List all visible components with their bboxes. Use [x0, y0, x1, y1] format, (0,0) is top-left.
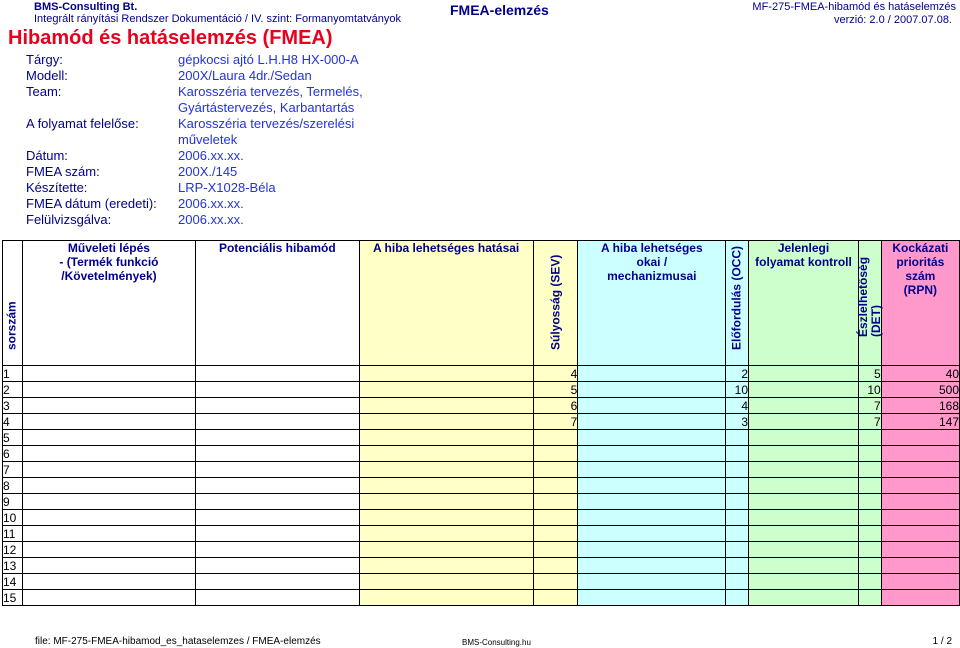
cell-step[interactable] — [22, 510, 195, 526]
table-row — [3, 510, 960, 526]
cell-rpn[interactable] — [881, 574, 959, 590]
cell-occurrence[interactable] — [726, 558, 749, 574]
info-value-subject: gépkocsi ajtó L.H.H8 HX-000-A — [178, 52, 359, 67]
cell-severity[interactable]: 6 — [533, 398, 578, 414]
cell-failure-mode[interactable] — [196, 382, 360, 398]
cell-rpn[interactable] — [881, 446, 959, 462]
sheet-title: FMEA-elemzés — [450, 2, 549, 18]
cell-current-control[interactable] — [749, 510, 859, 526]
cell-step[interactable] — [22, 414, 195, 430]
cell-step[interactable] — [22, 366, 195, 382]
cell-rpn[interactable] — [881, 590, 959, 606]
cell-occurrence[interactable] — [726, 510, 749, 526]
cell-current-control[interactable] — [749, 382, 859, 398]
row-number[interactable]: 9 — [3, 494, 23, 510]
footer-file-name: file: MF-275-FMEA-hibamod_es_hataselemzes / FMEA-elemzés — [35, 636, 321, 647]
row-number[interactable]: 1 — [3, 366, 23, 382]
table-row — [3, 478, 960, 494]
table-row — [3, 430, 960, 446]
cell-failure-mode[interactable] — [196, 526, 360, 542]
header-step: Műveleti lépés - (Termék funkció /Követelmények) — [22, 241, 195, 366]
cell-severity[interactable] — [533, 494, 578, 510]
cell-step[interactable] — [22, 494, 195, 510]
cell-occurrence[interactable] — [726, 590, 749, 606]
cell-effects[interactable] — [359, 446, 533, 462]
page-current: 1 — [932, 636, 939, 647]
cell-step[interactable] — [22, 526, 195, 542]
cell-severity[interactable] — [533, 590, 578, 606]
cell-causes[interactable] — [578, 526, 726, 542]
cell-detection[interactable] — [858, 590, 881, 606]
page-title: Hibamód és hatáselemzés (FMEA) — [8, 27, 333, 49]
info-label-prepared-by: Készítette: — [26, 180, 88, 195]
cell-rpn[interactable] — [881, 430, 959, 446]
fmea-table — [2, 240, 960, 606]
row-number[interactable]: 5 — [3, 430, 23, 446]
header-failure-mode: Potenciális hibamód — [196, 241, 360, 366]
cell-detection[interactable] — [858, 478, 881, 494]
cell-severity[interactable] — [533, 430, 578, 446]
cell-failure-mode[interactable] — [196, 574, 360, 590]
header-effects: A hiba lehetséges hatásai — [359, 241, 533, 366]
cell-occurrence[interactable] — [726, 478, 749, 494]
table-row — [3, 382, 960, 398]
cell-step[interactable] — [22, 542, 195, 558]
row-number[interactable]: 10 — [3, 510, 23, 526]
cell-effects[interactable] — [359, 414, 533, 430]
cell-detection[interactable]: 10 — [858, 382, 881, 398]
cell-failure-mode[interactable] — [196, 462, 360, 478]
cell-effects[interactable] — [359, 494, 533, 510]
cell-causes[interactable] — [578, 558, 726, 574]
cell-severity[interactable]: 7 — [533, 414, 578, 430]
cell-current-control[interactable] — [749, 398, 859, 414]
info-value-team-cont: Gyártástervezés, Karbantartás — [178, 100, 355, 115]
document-id: MF-275-FMEA-hibamód és hatáselemzés — [752, 1, 956, 13]
cell-causes[interactable] — [578, 446, 726, 462]
cell-severity[interactable]: 5 — [533, 382, 578, 398]
cell-failure-mode[interactable] — [196, 446, 360, 462]
cell-occurrence[interactable] — [726, 430, 749, 446]
cell-failure-mode[interactable] — [196, 398, 360, 414]
cell-failure-mode[interactable] — [196, 430, 360, 446]
cell-occurrence[interactable]: 10 — [726, 382, 749, 398]
cell-effects[interactable] — [359, 462, 533, 478]
cell-effects[interactable] — [359, 510, 533, 526]
cell-severity[interactable] — [533, 478, 578, 494]
info-value-reviewed: 2006.xx.xx. — [178, 212, 244, 227]
cell-severity[interactable] — [533, 542, 578, 558]
cell-detection[interactable] — [858, 430, 881, 446]
cell-step[interactable] — [22, 478, 195, 494]
cell-rpn[interactable] — [881, 494, 959, 510]
cell-step[interactable] — [22, 462, 195, 478]
cell-step[interactable] — [22, 382, 195, 398]
cell-rpn[interactable] — [881, 526, 959, 542]
cell-failure-mode[interactable] — [196, 510, 360, 526]
info-label-team: Team: — [26, 84, 62, 99]
cell-detection[interactable] — [858, 494, 881, 510]
cell-step[interactable] — [22, 446, 195, 462]
row-number[interactable]: 7 — [3, 462, 23, 478]
cell-current-control[interactable] — [749, 526, 859, 542]
footer-website: BMS-Consulting.hu — [462, 638, 531, 647]
cell-effects[interactable] — [359, 478, 533, 494]
cell-current-control[interactable] — [749, 414, 859, 430]
table-header-row — [3, 241, 960, 366]
cell-causes[interactable] — [578, 590, 726, 606]
header-detection: Észlelhetőség (DET) — [858, 241, 881, 366]
cell-failure-mode[interactable] — [196, 494, 360, 510]
cell-current-control[interactable] — [749, 430, 859, 446]
table-row — [3, 590, 960, 606]
cell-failure-mode[interactable] — [196, 590, 360, 606]
cell-detection[interactable] — [858, 446, 881, 462]
cell-rpn[interactable] — [881, 478, 959, 494]
info-label-original-date: FMEA dátum (eredeti): — [26, 196, 157, 211]
cell-detection[interactable] — [858, 510, 881, 526]
cell-effects[interactable] — [359, 558, 533, 574]
info-label-owner: A folyamat felelőse: — [26, 116, 139, 131]
cell-causes[interactable] — [578, 414, 726, 430]
company-name: BMS-Consulting Bt. — [34, 1, 138, 13]
row-number[interactable]: 11 — [3, 526, 23, 542]
cell-detection[interactable] — [858, 558, 881, 574]
cell-detection[interactable] — [858, 574, 881, 590]
table-row — [3, 494, 960, 510]
page-total: 2 — [946, 636, 952, 647]
cell-causes[interactable] — [578, 478, 726, 494]
cell-severity[interactable]: 4 — [533, 366, 578, 382]
cell-rpn[interactable] — [881, 558, 959, 574]
cell-causes[interactable] — [578, 574, 726, 590]
table-row — [3, 574, 960, 590]
cell-occurrence[interactable]: 2 — [726, 366, 749, 382]
document-version: verzió: 2.0 / 2007.07.08. — [833, 14, 952, 26]
info-label-date: Dátum: — [26, 148, 68, 163]
row-number[interactable]: 2 — [3, 382, 23, 398]
cell-step[interactable] — [22, 590, 195, 606]
cell-effects[interactable] — [359, 574, 533, 590]
cell-current-control[interactable] — [749, 542, 859, 558]
cell-causes[interactable] — [578, 430, 726, 446]
info-value-date: 2006.xx.xx. — [178, 148, 244, 163]
header-sorszam: sorszám — [3, 241, 23, 366]
cell-rpn[interactable]: 500 — [881, 382, 959, 398]
header-current-control: Jelenlegi folyamat kontroll — [749, 241, 859, 366]
table-row — [3, 462, 960, 478]
info-label-subject: Tárgy: — [26, 52, 63, 67]
cell-failure-mode[interactable] — [196, 414, 360, 430]
info-value-owner-cont: műveletek — [178, 132, 238, 147]
cell-current-control[interactable] — [749, 494, 859, 510]
cell-failure-mode[interactable] — [196, 366, 360, 382]
cell-step[interactable] — [22, 558, 195, 574]
cell-severity[interactable] — [533, 558, 578, 574]
cell-detection[interactable] — [858, 542, 881, 558]
cell-failure-mode[interactable] — [196, 558, 360, 574]
info-label-fmea-number: FMEA szám: — [26, 164, 100, 179]
cell-current-control[interactable] — [749, 590, 859, 606]
header-occurrence: Előfordulás (OCC) — [726, 241, 749, 366]
cell-effects[interactable] — [359, 542, 533, 558]
cell-current-control[interactable] — [749, 366, 859, 382]
cell-rpn[interactable] — [881, 462, 959, 478]
cell-effects[interactable] — [359, 382, 533, 398]
table-row — [3, 446, 960, 462]
row-number[interactable]: 13 — [3, 558, 23, 574]
cell-step[interactable] — [22, 398, 195, 414]
row-number[interactable]: 4 — [3, 414, 23, 430]
table-row — [3, 366, 960, 382]
table-row — [3, 398, 960, 414]
table-row — [3, 542, 960, 558]
cell-causes[interactable] — [578, 462, 726, 478]
info-value-original-date: 2006.xx.xx. — [178, 196, 244, 211]
cell-detection[interactable]: 7 — [858, 414, 881, 430]
row-number[interactable]: 14 — [3, 574, 23, 590]
cell-causes[interactable] — [578, 382, 726, 398]
cell-occurrence[interactable] — [726, 494, 749, 510]
cell-severity[interactable] — [533, 462, 578, 478]
cell-effects[interactable] — [359, 398, 533, 414]
info-value-prepared-by: LRP-X1028-Béla — [178, 180, 276, 195]
table-row — [3, 414, 960, 430]
info-label-reviewed: Felülvizsgálva: — [26, 212, 112, 227]
cell-severity[interactable] — [533, 510, 578, 526]
cell-occurrence[interactable] — [726, 462, 749, 478]
cell-rpn[interactable]: 168 — [881, 398, 959, 414]
cell-effects[interactable] — [359, 526, 533, 542]
page-number — [933, 636, 952, 647]
cell-rpn[interactable]: 147 — [881, 414, 959, 430]
cell-causes[interactable] — [578, 398, 726, 414]
cell-rpn[interactable] — [881, 510, 959, 526]
cell-detection[interactable] — [858, 526, 881, 542]
header-rpn: Kockázati prioritás szám (RPN) — [881, 241, 959, 366]
cell-step[interactable] — [22, 430, 195, 446]
info-value-fmea-number: 200X./145 — [178, 164, 238, 179]
cell-detection[interactable]: 5 — [858, 366, 881, 382]
header-causes: A hiba lehetséges okai / mechanizmusai — [578, 241, 726, 366]
row-number[interactable]: 12 — [3, 542, 23, 558]
row-number[interactable]: 6 — [3, 446, 23, 462]
info-label-model: Modell: — [26, 68, 68, 83]
info-value-owner: Karosszéria tervezés/szerelési — [178, 116, 355, 131]
cell-current-control[interactable] — [749, 558, 859, 574]
cell-detection[interactable]: 7 — [858, 398, 881, 414]
row-number[interactable]: 8 — [3, 478, 23, 494]
table-row — [3, 558, 960, 574]
cell-current-control[interactable] — [749, 462, 859, 478]
info-value-model: 200X/Laura 4dr./Sedan — [178, 68, 312, 83]
cell-effects[interactable] — [359, 366, 533, 382]
cell-current-control[interactable] — [749, 446, 859, 462]
cell-current-control[interactable] — [749, 574, 859, 590]
cell-effects[interactable] — [359, 590, 533, 606]
cell-causes[interactable] — [578, 542, 726, 558]
cell-severity[interactable] — [533, 574, 578, 590]
row-number[interactable]: 15 — [3, 590, 23, 606]
document-level-subtitle: Integrált rányítási Rendszer Dokumentáció / IV. szint: Formanyomtatványok — [34, 13, 402, 25]
cell-current-control[interactable] — [749, 478, 859, 494]
cell-rpn[interactable] — [881, 542, 959, 558]
cell-severity[interactable] — [533, 526, 578, 542]
info-value-team: Karosszéria tervezés, Termelés, — [178, 84, 363, 99]
row-number[interactable]: 3 — [3, 398, 23, 414]
cell-occurrence[interactable]: 4 — [726, 398, 749, 414]
cell-detection[interactable] — [858, 462, 881, 478]
cell-occurrence[interactable] — [726, 526, 749, 542]
cell-occurrence[interactable] — [726, 542, 749, 558]
header-severity: Súlyosság (SEV) — [533, 241, 578, 366]
cell-severity[interactable] — [533, 446, 578, 462]
cell-occurrence[interactable]: 3 — [726, 414, 749, 430]
cell-causes[interactable] — [578, 494, 726, 510]
cell-rpn[interactable]: 40 — [881, 366, 959, 382]
cell-occurrence[interactable] — [726, 446, 749, 462]
cell-occurrence[interactable] — [726, 574, 749, 590]
cell-effects[interactable] — [359, 430, 533, 446]
cell-failure-mode[interactable] — [196, 478, 360, 494]
page-separator: / — [938, 636, 947, 647]
cell-failure-mode[interactable] — [196, 542, 360, 558]
cell-causes[interactable] — [578, 510, 726, 526]
table-row — [3, 526, 960, 542]
cell-step[interactable] — [22, 574, 195, 590]
cell-causes[interactable] — [578, 366, 726, 382]
